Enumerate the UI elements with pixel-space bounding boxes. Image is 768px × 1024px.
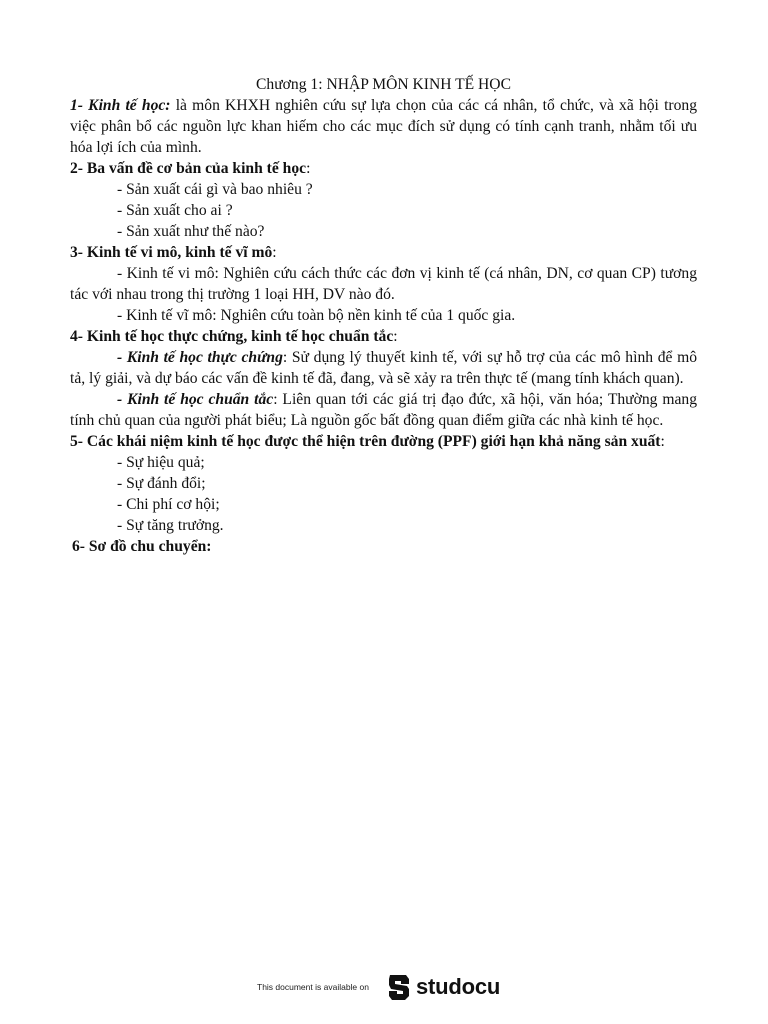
section-4-heading: 4- Kinh tế học thực chứng, kinh tế học chuẩn tắc: bbox=[70, 328, 398, 345]
list-item: - Sản xuất cái gì và bao nhiêu ? bbox=[117, 181, 313, 198]
normative-paragraph: - Kinh tế học chuẩn tắc: Liên quan tới các giá trị đạo đức, xã hội, văn hóa; Thường mang tính chủ quan của người phát biểu; Là nguồn gốc bất đồng quan điểm giữa các nhà kinh tế học. bbox=[70, 391, 697, 429]
list-item: - Sự hiệu quả; bbox=[117, 454, 205, 471]
section-1 bbox=[70, 95, 697, 158]
studocu-logo-icon bbox=[386, 972, 412, 1002]
section-3-heading: 3- Kinh tế vi mô, kinh tế vĩ mô: bbox=[70, 244, 277, 261]
section-6-heading: 6- Sơ đồ chu chuyển: bbox=[72, 538, 212, 555]
list-item: - Sự đánh đổi; bbox=[117, 475, 206, 492]
document-page bbox=[70, 74, 697, 557]
chapter-number: Chương 1 bbox=[256, 76, 319, 93]
studocu-logo-word: studocu bbox=[415, 974, 501, 999]
section-5-heading: 5- Các khái niệm kinh tế học được thể hiện trên đường (PPF) giới hạn khả năng sản xuất: bbox=[70, 433, 665, 450]
footer-text: This document is available on bbox=[257, 982, 369, 992]
micro-paragraph: - Kinh tế vi mô: Nghiên cứu cách thức các đơn vị kinh tế (cá nhân, DN, cơ quan CP) tương tác với nhau trong thị trường 1 loại HH, DV nào đó. bbox=[70, 265, 697, 303]
list-item: - Sản xuất như thế nào? bbox=[117, 223, 265, 240]
macro-paragraph: - Kinh tế vĩ mô: Nghiên cứu toàn bộ nền kinh tế của 1 quốc gia. bbox=[117, 307, 516, 324]
list-item: - Chi phí cơ hội; bbox=[117, 496, 220, 513]
studocu-logo[interactable] bbox=[386, 972, 500, 1002]
positive-paragraph: - Kinh tế học thực chứng: Sử dụng lý thuyết kinh tế, với sự hỗ trợ của các mô hình để mô tả, lý giải, và dự báo các vấn đề kinh tế đã, đang, và sẽ xảy ra trên thực tế (mang tính khách quan). bbox=[70, 349, 697, 387]
list-item: - Sản xuất cho ai ? bbox=[117, 202, 233, 219]
list-item: - Sự tăng trưởng. bbox=[117, 517, 224, 534]
section-1-text: là môn KHXH nghiên cứu sự lựa chọn của các cá nhân, tổ chức, và xã hội trong việc phân bổ các nguồn lực khan hiếm cho các mục đích sử dụng có tính cạnh tranh, nhằm tối ưu hóa lợi ích của mình. bbox=[70, 97, 697, 156]
section-1-label: 1- Kinh tế học: bbox=[70, 97, 171, 114]
chapter-name: NHẬP MÔN KINH TẾ HỌC bbox=[326, 76, 511, 93]
footer bbox=[257, 970, 547, 1004]
section-2-heading: 2- Ba vấn đề cơ bản của kinh tế học: bbox=[70, 160, 311, 177]
chapter-title: Chương 1: NHẬP MÔN KINH TẾ HỌC bbox=[256, 76, 511, 93]
